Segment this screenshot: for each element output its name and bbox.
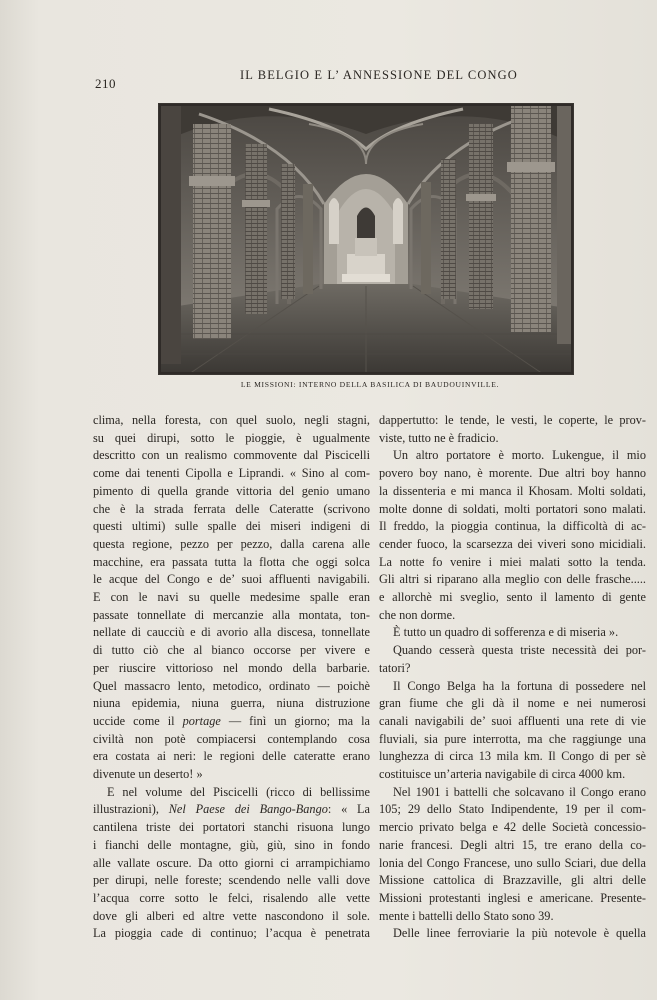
- text-line: La notte fo venire i miei malati sotto la tenda.: [379, 554, 646, 569]
- text-line: canali navigabili de’ suoi affluenti una rete di vie: [379, 713, 646, 728]
- text-line: lunghezza di circa 13 mila km. Il Congo di per sè: [379, 749, 646, 764]
- text-line: gran fiume che gli dà il nome e nei numerosi: [379, 696, 646, 711]
- text-fragment: uccide come il: [93, 713, 183, 728]
- text-line: mente i battelli dello Stato sono 39.: [379, 908, 554, 923]
- text-line: Il freddo, la pioggia continua, la difficoltà di ac-: [379, 519, 646, 534]
- text-line: la dissenteria e mi manca il Khosam. Molti soldati,: [379, 483, 646, 498]
- text-line: niuna epidemia, niuna guerra, niuna distruzione: [93, 696, 370, 711]
- text-line: tatori?: [379, 660, 411, 675]
- text-fragment: — finì un giorno; ma la: [220, 713, 370, 728]
- text-line: La pioggia cade di continuo; l’acqua è penetrata: [93, 926, 370, 941]
- page-number: 210: [95, 76, 116, 91]
- text-line: cantilena triste dei portatori stanchi risuona lungo: [93, 820, 370, 835]
- text-line: l’acqua corre sotto le felci, risalendo alle vette: [93, 890, 370, 905]
- text-line: costituisce un’arteria navigabile di circa 4000 km.: [379, 767, 626, 782]
- text-line: questa regione, pezzo per pezzo, dalla carena alle: [93, 536, 370, 551]
- text-line: macchine, era passata tutta la flotta che oggi solca: [93, 554, 370, 569]
- text-line: i fianchi delle montagne, giù, giù, sino in fondo: [93, 837, 370, 852]
- text-line: questi ultimi) sulle spalle dei miseri indigeni di: [93, 519, 370, 534]
- text-line: Un altro portatore è morto. Lukengue, il mio: [393, 448, 646, 463]
- text-line: lonia del Congo Francese, uno sullo Sciari, due della: [379, 855, 646, 870]
- text-line: dove gli alberi ed altre vette nascondono il sole.: [93, 908, 370, 923]
- text-line: Quando cesserà questa triste necessità dei por-: [393, 643, 646, 658]
- text-line: 105; 29 dello Stato Indipendente, 19 per il com-: [379, 802, 646, 817]
- text-line: di tutto ciò che al bianco occorse per vivere e: [93, 643, 370, 658]
- text-line: per dirupi, nelle foreste; scendendo nelle valli dove: [93, 873, 370, 888]
- text-line: Nel 1901 i battelli che solcavano il Congo erano: [393, 784, 646, 799]
- text-line: nellate di caucciù e di avorio alla discesa, tonnellate: [93, 625, 370, 640]
- text-line: pimento di quella grande vittoria del genio umano: [93, 483, 370, 498]
- italic-title: Nel Paese dei Bango-Bango: [168, 802, 328, 817]
- text-fragment: : « La: [327, 802, 370, 817]
- figure-caption: LE MISSIONI: INTERNO DELLA BASILICA DI BAUDOUINVILLE.: [240, 380, 500, 389]
- text-line: clima, nella foresta, con quel suolo, negli stagni,: [93, 413, 370, 427]
- text-line: che è la strada ferrata delle Cateratte (scrivono: [93, 501, 370, 516]
- italic-title: portage: [182, 713, 221, 728]
- text-line: civiltà non potè compiacersi contemplando cosa: [93, 731, 370, 746]
- text-line: narie francesi. Degli altri 15, tre erano della co-: [379, 837, 646, 852]
- text-line: passate tonnellate di mercanzie alla montata, ton-: [93, 607, 370, 622]
- text-line: su quei dirupi, sotto le pioggie, è ugualmente: [93, 430, 370, 445]
- text-line: come dai tenenti Cipolla e Liprandi. « Sino al com-: [93, 466, 370, 481]
- left-text-column: [93, 412, 370, 943]
- text-line: Il Congo Belga ha la fortuna di possedere nel: [393, 678, 646, 693]
- text-line: E con le navi su quelle medesime spalle eran: [93, 590, 370, 605]
- text-line: e allorchè mi sveglio, sento il lamento di gente: [379, 590, 646, 605]
- text-line: È tutto un quadro di sofferenza e di miseria ».: [393, 625, 619, 640]
- text-line: Quel massacro lento, metodico, ordinato — poichè: [93, 678, 370, 693]
- text-line: divenute un deserto! »: [93, 767, 203, 782]
- text-fragment: illustrazioni),: [93, 802, 169, 817]
- text-line: cender fuoco, la scarsezza dei viveri sono micidiali.: [379, 536, 646, 551]
- text-line: [93, 713, 370, 731]
- text-line: povero boy nano, è morente. Due altri boy hanno: [379, 466, 646, 481]
- text-line: Missioni protestanti inglesi e americane. Presente-: [379, 890, 646, 905]
- text-line: Gli altri si riparano alla meglio con delle frasche.....: [379, 572, 646, 587]
- text-line: fluviali, sia pure interrotta, ma che raggiunge una: [379, 731, 646, 746]
- text-line: le acque del Congo e de’ suoi affluenti navigabili.: [93, 572, 370, 587]
- text-line: dappertutto: le tende, le vesti, le coperte, le prov-: [379, 413, 646, 427]
- text-line: molte donne di soldati, molti portatori sono malati.: [379, 501, 646, 516]
- text-line: per riuscire vittorioso nel mondo della barbarie.: [93, 660, 370, 675]
- text-line: che non dorme.: [379, 607, 456, 622]
- text-line: descritto con un realismo commovente dal Piscicelli: [93, 448, 370, 463]
- text-line: Missione cattolica di Brazzaville, gli altri delle: [379, 873, 646, 888]
- right-text-column: [379, 412, 646, 943]
- text-line: era costata ai neri: le regioni delle cateratte erano: [93, 749, 370, 764]
- text-line: Delle linee ferroviarie la più notevole è quella: [393, 926, 646, 941]
- text-line: E nel volume del Piscicelli (ricco di bellissime: [107, 784, 370, 799]
- running-title: IL BELGIO E L’ ANNESSIONE DEL CONGO: [240, 68, 518, 82]
- basilica-interior-drawing: [159, 104, 573, 374]
- text-line: viste, tutto ne è fradicio.: [379, 430, 499, 445]
- text-line: alle vallate oscure. Da otto giorni ci arrampichiamo: [93, 855, 370, 870]
- basilica-interior-photo: [159, 104, 573, 374]
- text-line: [93, 801, 370, 819]
- text-line: mercio privato belga e 42 delle Società concessio-: [379, 820, 646, 835]
